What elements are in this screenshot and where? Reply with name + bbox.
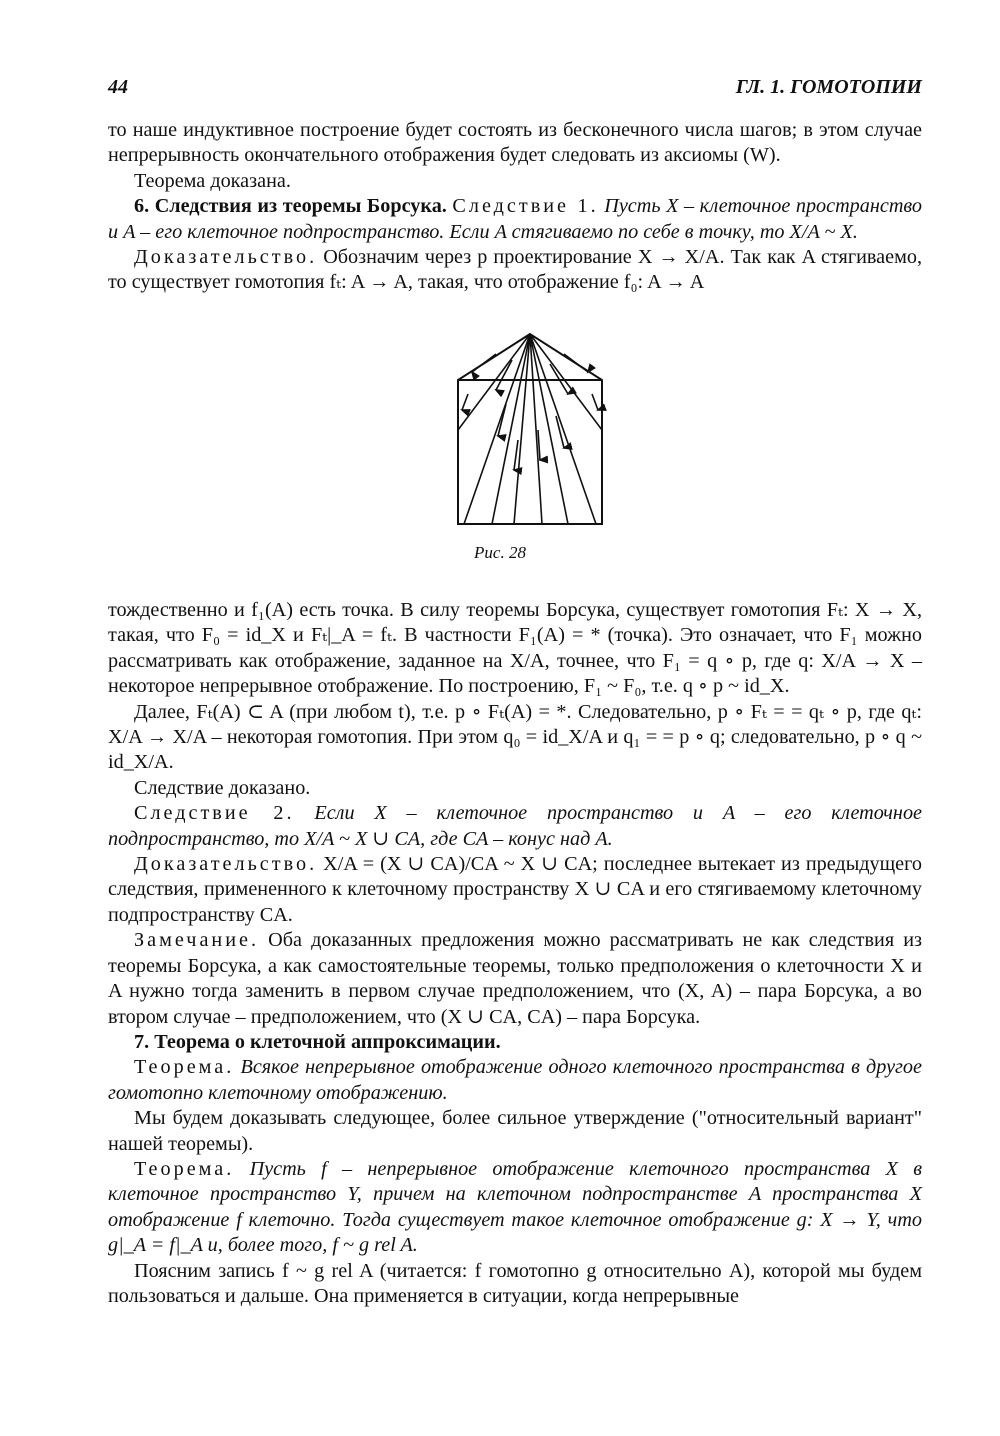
proof-1-label: Доказательство. <box>134 246 318 269</box>
theorem-2-label: Теорема. <box>134 1157 235 1180</box>
running-header <box>108 76 922 102</box>
theorem-1-statement: Всякое непрерывное отображение одного клеточного пространства в другое гомотопно клеточному отображению. <box>108 1056 922 1104</box>
proof-2-text: X/A = (X ∪ CA)/CA ~ X ∪ CA; последнее вытекает из предыдущего следствия, примененного к клеточному пространству X ∪ CA и его стягиваемому клеточному подпространству CA. <box>108 853 922 926</box>
text-block-top <box>108 118 922 296</box>
paragraph-intro: Мы будем доказывать следующее, более сильное утверждение ("относительный вариант" нашей теоремы). <box>108 1107 922 1155</box>
paragraph-remark <box>108 928 922 1030</box>
paragraph-section-7 <box>108 1030 922 1055</box>
page-number: 44 <box>108 76 128 98</box>
proof-2-label: Доказательство. <box>134 853 318 876</box>
figure-arrowheads <box>462 354 598 470</box>
paragraph-proof-2 <box>108 852 922 928</box>
corollary-2-label: Следствие 2. <box>134 802 295 825</box>
text-block-bottom <box>108 598 922 1309</box>
corollary-1-statement: Пусть X – клеточное пространство и A – его клеточное подпространство. Если A стягиваемо по себе в точку, то X/A ~ X. <box>108 195 923 243</box>
section-6-heading: 6. Следствия из теоремы Борсука. <box>134 195 447 218</box>
paragraph-continuation: то наше индуктивное построение будет состоять из бесконечного числа шагов; в этом случае непрерывность окончательного отображения будет следовать из аксиомы (W). <box>108 119 922 167</box>
theorem-2-statement: Пусть f – непрерывное отображение клеточного пространства X в клеточное пространство Y, причем на клеточном подпространстве A пространства X отображение f клеточно. Тогда существует такое клеточное отображение g: X → Y, что g|_A = f|_A и, более того, f ~ g rel A. <box>108 1157 922 1257</box>
paragraph-corollary-2 <box>108 801 922 852</box>
remark-text: Оба доказанных предложения можно рассматривать не как следствия из теоремы Борсука, а как самостоятельные теоремы, только предположения о клеточности X и A нужно тогда заменить в первом случае предположением, что (X, A) – пара Борсука, а во втором случае – предположением, что (X ∪ CA, CA) – пара Борсука. <box>108 929 923 1028</box>
figure-rays <box>458 334 602 524</box>
paragraph-theorem-1 <box>108 1055 922 1106</box>
chapter-title: ГЛ. 1. ГОМОТОПИИ <box>735 76 922 98</box>
paragraph-further: Далее, Fₜ(A) ⊂ A (при любом t), т.е. p ∘ Fₜ(A) = *. Следовательно, p ∘ Fₜ = = qₜ ∘ p, где qₜ: X/A → X/A – некоторая гомотопия. При этом q₀ = id_X/A и q₁ = = p ∘ q; следовательно, p ∘ q ~ id_X/A. <box>108 700 922 774</box>
proof-1-text: Обозначим через p проектирование X → X/A. Так как A стягиваемо, то существует гомотопия fₜ: A → A, такая, что отображение f₀: A → A <box>108 246 923 294</box>
paragraph-explanation: Поясним запись f ~ g rel A (читается: f гомотопно g относительно A), которой мы будем пользоваться и дальше. Она применяется в ситуации, когда непрерывные <box>108 1259 922 1307</box>
paragraph-theorem-2 <box>108 1157 922 1259</box>
figure-caption: Рис. 28 <box>474 543 526 562</box>
paragraph-section-6 <box>108 194 922 245</box>
corollary-2-statement: Если X – клеточное пространство и A – его клеточное подпространство, то X/A ~ X ∪ CA, где CA – конус над A. <box>108 802 922 850</box>
paragraph-theorem-proved: Теорема доказана. <box>134 169 291 192</box>
paragraph-proof-continued: тождественно и f₁(A) есть точка. В силу теоремы Борсука, существует гомотопия Fₜ: X → X, такая, что F₀ = id_X и Fₜ|_A = fₜ. В частности F₁(A) = * (точка). Это означает, что F₁ можно рассматривать как отображение, заданное на X/A, точнее, что F₁ = q ∘ p, где q: X/A → X – некоторое непрерывное отображение. По построению, F₁ ~ F₀, т.е. q ∘ p ~ id_X. <box>108 599 922 698</box>
theorem-1-label: Теорема. <box>134 1056 235 1079</box>
paragraph-corollary-proved: Следствие доказано. <box>134 776 311 799</box>
paragraph-proof-1 <box>108 245 922 296</box>
figure-28-diagram <box>452 330 608 530</box>
section-7-heading: 7. Теорема о клеточной аппроксимации. <box>134 1030 501 1053</box>
corollary-1-label: Следствие 1. <box>452 195 599 218</box>
remark-label: Замечание. <box>134 929 260 952</box>
figure-outline <box>458 334 602 524</box>
